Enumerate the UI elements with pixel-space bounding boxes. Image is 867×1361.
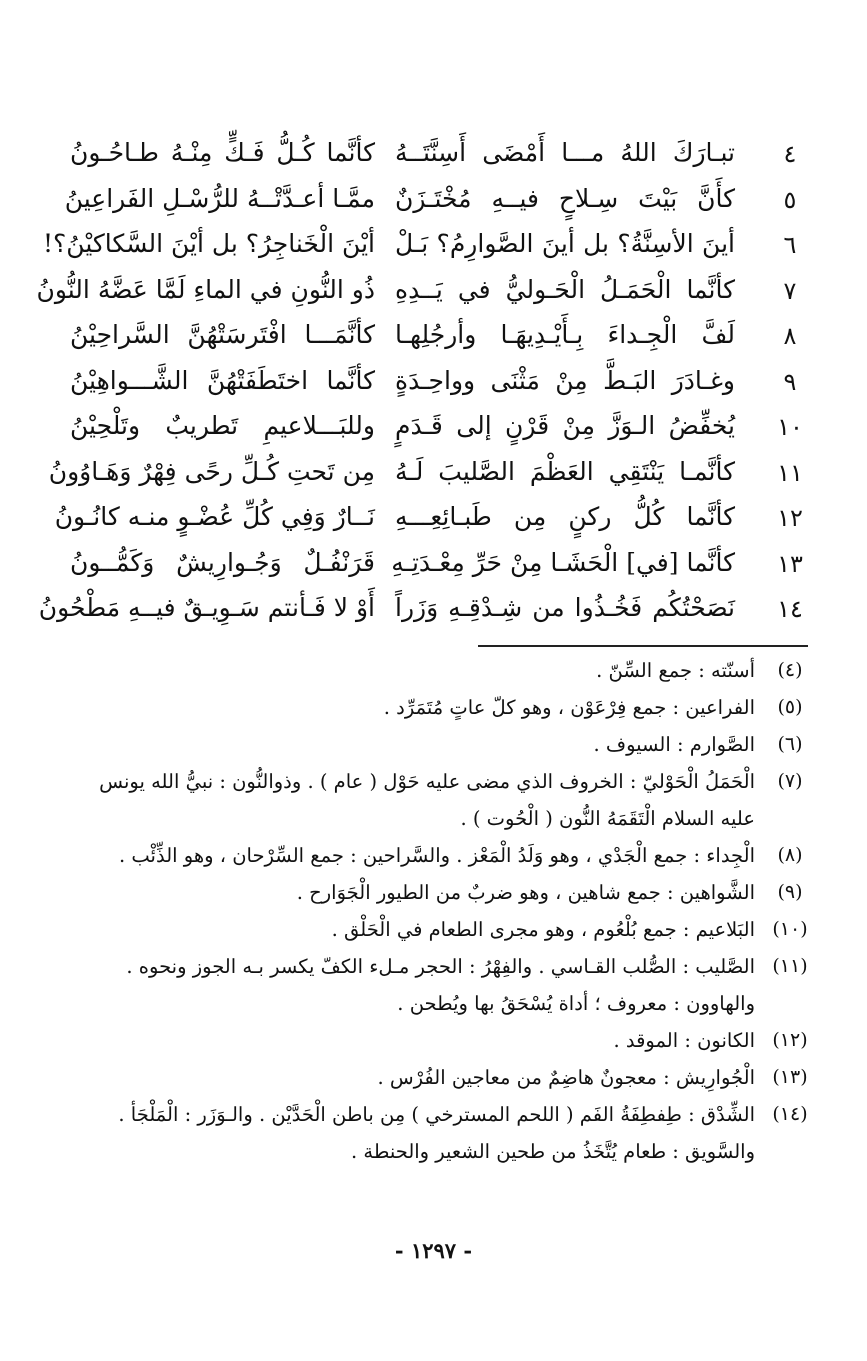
footnote-text: الْجِداء : جمع الْجَدْي ، وهو وَلَدُ الْمَعْز . والسَّراحين : جمع السِّرْحان ، وهو الذِّئْب .: [119, 844, 755, 867]
footnote: [60, 1096, 815, 1170]
footnote-number: (٨): [777, 844, 803, 866]
footnote: [60, 726, 815, 763]
footnote-number: (١٤): [772, 1103, 808, 1125]
verse-first-hemistich: تبـارَكَ اللهُ مـــا أَمْضَى أَسِنَّتَــهُ: [395, 138, 735, 167]
verse-second-hemistich: مِن تَحتِ كُـلِّ رحًى فِهْرٌ وَهَـاوُونُ: [48, 456, 375, 486]
verse-first-hemistich: كأنَّما كُلُّ ركنٍ مِن طَبـائِعِـــهِ: [395, 502, 735, 531]
footnote-text: أسنّته : جمع السِّنّ .: [596, 659, 755, 682]
verse-number: ٩: [783, 367, 797, 396]
footnote: [60, 763, 815, 837]
verse-number: ١٢: [777, 504, 803, 532]
verse-line: [54, 502, 815, 548]
verse-second-hemistich: أَوْ لا فَـأنتم سَـوِيـقٌ فيــهِ مَطْحُونُ: [38, 593, 375, 622]
verse-number: ٦: [783, 231, 797, 259]
verse-number: ٥: [783, 185, 797, 214]
verse-line: [38, 593, 815, 639]
verse-second-hemistich: ممَّـا أعـدَّتْــهُ للرُّسْـلِ الفَراعِينُ: [64, 183, 375, 213]
footnote-number: (١٢): [772, 1029, 808, 1051]
verse-first-hemistich: كأنَّمـا يَنْتَقِي العَظْمَ الصَّليبَ لَـهُ: [395, 456, 735, 486]
footnote: [60, 689, 815, 726]
verse-number: ٨: [783, 322, 797, 350]
verse-second-hemistich: كأنَّما كُـلُّ فَـكٍّ مِنْـهُ طـاحُـونُ: [70, 138, 375, 167]
footnote-number: (٧): [777, 770, 803, 792]
footnote-number: (٤): [777, 659, 803, 681]
verse-number: ١٤: [777, 595, 803, 623]
verse-line: [42, 229, 815, 275]
verse-second-hemistich: وللبَـــلاعيمِ تَطريبٌ وتَلْحِيْنُ: [70, 411, 375, 440]
verse-first-hemistich: كأَنَّ بَيْتَ سِـلاحٍ فيــهِ مُخْتَـزَنٌ: [395, 183, 735, 213]
verse-first-hemistich: كأنَّما الْحَمَـلُ الْحَـوليُّ في يَــدِهِ: [395, 274, 735, 304]
verse-line: [70, 320, 815, 366]
verse-number: ١٠: [777, 413, 803, 441]
verse-first-hemistich: لَفَّ الْجِـداءَ بِـأَيْـدِيهَـا وأرجُلِهـا: [395, 320, 735, 349]
footnote-text: الشِّدْق : طِفطِفَةُ الفَم ( اللحم المسترخي ) مِن باطن الْحَدَّيْن . والـوَزَر : الْمَلْجَأ . والسَّويق : طعام يُتَّخَذُ من طحين الشعير والحنطة .: [118, 1103, 755, 1163]
verse-line: [36, 274, 815, 321]
footnotes: [60, 652, 815, 1170]
footnote-number: (١١): [772, 955, 808, 977]
verse-number: ١٣: [777, 549, 803, 578]
footnote: [60, 652, 815, 689]
verse-second-hemistich: كأنَّما اختَطَفَتْهُنَّ الشَّـــواهِيْنُ: [70, 365, 375, 395]
verse-line: [70, 548, 815, 594]
footnote: [60, 1022, 815, 1059]
verse-line: [70, 366, 815, 412]
footnote-text: الصَّوارم : السيوف .: [593, 733, 755, 756]
page-number: - ١٢٩٧ -: [394, 1238, 473, 1263]
verse-number: ٧: [783, 276, 797, 305]
footnote-text: الصَّليب : الصُّلب القـاسي . والفِهْرُ : الحجر مـلء الكفّ يكسر بـه الجوز ونحوه . والهاوون : معروف ؛ أداة يُسْحَقُ بها ويُطحن .: [126, 955, 755, 1015]
footnote-text: الْجُوارِيش : معجونٌ هاضِمٌ من معاجين الفُرْس .: [377, 1066, 755, 1089]
verse-first-hemistich: وغـادَرَ البَـطَّ مِنْ مَثْنَى وواحِـدَةٍ: [395, 365, 735, 395]
verse-first-hemistich: يُخفِّضُ الـوَزَّ مِنْ قَرْنٍ إلى قَـدَمٍ: [395, 411, 735, 440]
footnote-text: الفراعين : جمع فِرْعَوْن ، وهو كلّ عاتٍ مُتَمَرِّد .: [383, 696, 755, 719]
verse-second-hemistich: أيْنَ الْخَناجِرُ؟ بل أيْنَ السَّكاكيْنُ؟!: [42, 229, 375, 258]
footnote-text: الْحَمَلُ الْحَوْليّ : الخروف الذي مضى عليه حَوْل ( عام ) . وذوالنُّون : نبيُّ الله يونس عليه السلام الْتَقَمَهُ النُّون ( الْحُوت ) .: [99, 770, 755, 830]
footnote-text: البَلاعيم : جمع بُلْعُوم ، وهو مجرى الطعام في الْحَلْق .: [331, 918, 755, 941]
footnote-text: الكانون : الموقد .: [613, 1029, 755, 1052]
verse-number: ١١: [777, 458, 803, 487]
footnote: [60, 948, 815, 1022]
verse-line: [70, 138, 815, 184]
verse-second-hemistich: ذُو النُّونِ في الماءِ لَمَّا عَضَّهُ النُّونُ: [36, 274, 375, 304]
verse-second-hemistich: نَــارٌ وَفِي كُلِّ عُضْـوٍ منـه كانُـونُ: [54, 502, 375, 531]
footnote-number: (١٠): [772, 918, 808, 940]
footnote: [60, 911, 815, 948]
poem-verses: [36, 138, 815, 639]
verse-second-hemistich: كأنَّمَـــا افْتَرسَتْهُنَّ السَّراحِيْنُ: [70, 320, 375, 349]
footnote-number: (١٣): [772, 1066, 808, 1088]
footnote-number: (٥): [777, 696, 803, 718]
footnote-divider: [478, 645, 808, 647]
footnote: [60, 1059, 815, 1096]
footnote: [60, 874, 815, 911]
verse-line: [48, 456, 815, 503]
verse-second-hemistich: قَرَنْفُـلٌ وَجُـوارِيشٌ وَكَمُّــونُ: [70, 547, 375, 577]
verse-first-hemistich: نَصَحْتُكُم فَخُـذُوا من شِـدْقِـهِ وَزَراً: [395, 593, 735, 622]
verse-first-hemistich: كأنَّما [في] الْحَشَـا مِنْ حَرِّ مِعْـدَتِـهِ: [391, 547, 735, 577]
verse-line: [70, 411, 815, 457]
footnote-number: (٦): [777, 733, 803, 755]
verse-first-hemistich: أينَ الأسِنَّةُ؟ بل أينَ الصَّوارِمُ؟ بَـلْ: [395, 229, 735, 258]
verse-line: [64, 183, 815, 230]
footnote-text: الشَّواهين : جمع شاهين ، وهو ضربٌ من الطيور الْجَوَارح .: [296, 881, 755, 904]
verse-number: ٤: [783, 140, 797, 168]
footnote: [60, 837, 815, 874]
footnote-number: (٩): [777, 881, 803, 903]
